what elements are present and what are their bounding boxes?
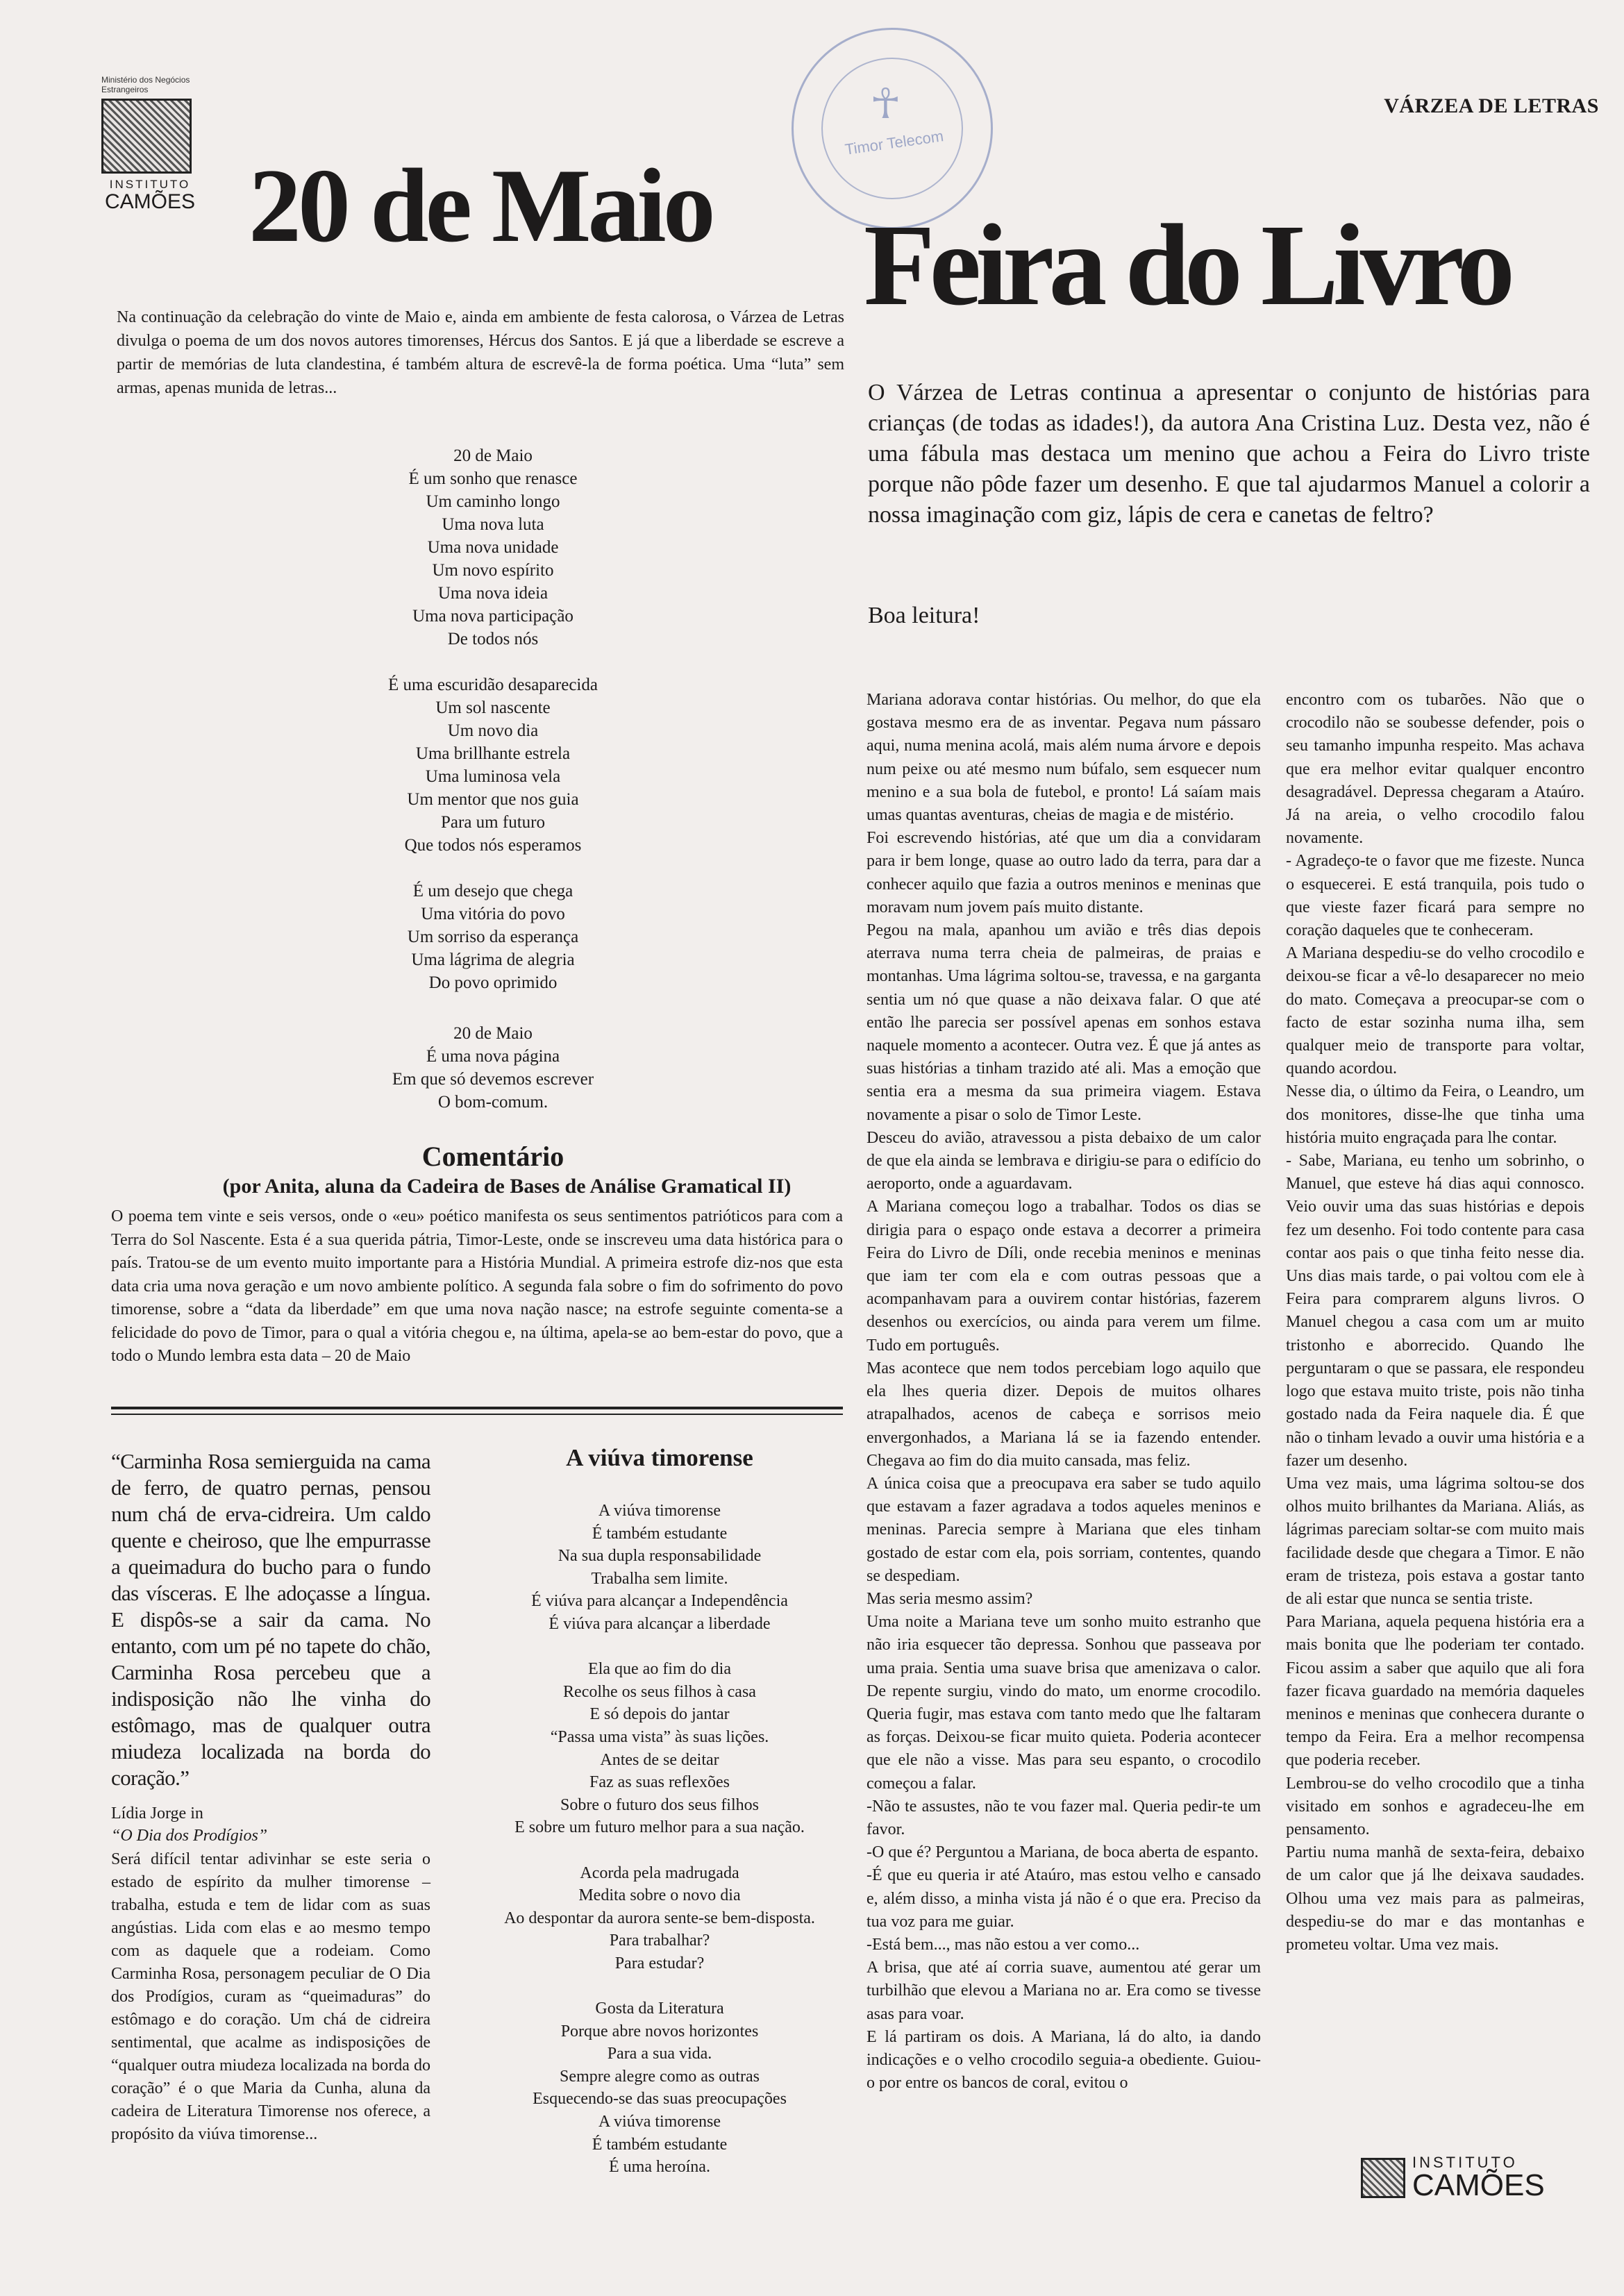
footer-institute-text: INSTITUTO [1412, 2154, 1518, 2171]
poem-line: Uma nova ideia [437, 584, 549, 603]
poem-line: Recolhe os seus filhos à casa [563, 1682, 756, 1701]
stanza-gap [458, 1636, 861, 1659]
poem-line: Uma nova luta [442, 515, 544, 534]
footer-name-text: CAMÕES [1412, 2168, 1545, 2202]
poem-line: É uma escuridão desaparecida [388, 676, 598, 694]
poem-line: 20 de Maio [453, 1024, 533, 1043]
poem-line: 20 de Maio [453, 446, 533, 465]
story-paragraph: Mas acontece que nem todos percebiam logo aquilo que ela lhes queria dizer. Depois de muitos olhares atrapalhados, acenos de cabeça e sorrisos meio envergonhados, a Mariana lá se ia fazendo entender. Chegava ao fim do dia muito cansada, mas feliz. [867, 1359, 1261, 1470]
poem-line: Ela que ao fim do dia [588, 1660, 731, 1679]
story-paragraph: Foi escrevendo histórias, até que um dia a convidaram para ir bem longe, quase ao outro lado da terra, para dar a conhecer aquilo que fazia a outros meninos e meninas que moravam num jovem país muito distante. [867, 829, 1261, 916]
poem-20-de-maio-final-stanza [292, 1022, 694, 1114]
poem-line: Uma nova unidade [427, 538, 559, 557]
section-label: VÁRZEA DE LETRAS [1384, 94, 1599, 117]
story-paragraph: -É que eu queria ir até Ataúro, mas estou velho e cansado e, além disso, a minha vista já não é o que era. Preciso da tua voz para me guiar. [867, 1866, 1261, 1931]
poem-line: Uma vitória do povo [421, 905, 565, 923]
stanza-gap [458, 1839, 861, 1862]
poem-line: Uma nova participação [412, 607, 574, 626]
logo-name-text: CAMÕES [104, 190, 196, 213]
poem-line: Trabalha sem limite. [591, 1569, 728, 1588]
story-paragraph: - Agradeço-te o favor que me fizeste. Nunca o esquecerei. E está tranquila, pois tudo o que vieste fazer ficará para sempre no coração daqueles que te conheceram. [1286, 852, 1584, 940]
stamp-text: Timor Telecom [844, 127, 945, 158]
quote-commentary: Será difícil tentar adivinhar se este seria o estado de espírito da mulher timorense – trabalha, estuda e tem de lidar com as suas angústias. Lida com elas e ao mesmo tempo com as daquele que a rodeiam. Como Carminha Rosa, personagem peculiar de O Dia dos Prodígios, curam as “queimaduras” do estômago e do coração. Um chá de cidreira sentimental, que acalme as indisposições de “qualquer outra miudeza localizada na borda do coração” é o que Maria da Cunha, aluna da cadeira de Literatura Timorense nos oferece, a propósito da viúva timorense... [111, 1850, 430, 2143]
poem-line: É viúva para alcançar a liberdade [549, 1614, 771, 1633]
poem-line: Para um futuro [441, 813, 545, 832]
ministry-label: Ministério dos Negócios Estrangeiros [101, 75, 190, 94]
poem-line: Uma brillhante estrela [415, 744, 571, 763]
viuva-poem [458, 1500, 861, 2179]
article2-title: Feira do Livro [864, 201, 1510, 330]
poem-line: “Passa uma vista” às suas lições. [550, 1727, 769, 1746]
story-paragraph: Lembrou-se do velho crocodilo que a tinha visitado em sonhos e agradeceu-lhe em pensamento. [1286, 1774, 1584, 1838]
logo-institute-text: INSTITUTO [109, 178, 191, 191]
poem-line: E só depois do jantar [589, 1705, 730, 1724]
footer-logo-text [1412, 2155, 1545, 2201]
story-paragraph: A brisa, que até aí corria suave, aumentou até gerar um turbilhão que elevou a Mariana no ar. Era como se tivesse asas para voar. [867, 1959, 1261, 2023]
poem-line: Para estudar? [614, 1954, 705, 1972]
poem-line: É um desejo que chega [412, 882, 574, 900]
comment-title: Comentário [421, 1141, 564, 1172]
poem-line: Um novo espírito [432, 561, 554, 580]
poem-line: Um caminho longo [426, 492, 560, 511]
story-paragraph: Pegou na mala, apanhou um avião e três dias depois aterrava numa terra cheia de palmeiras, de praias e montanhas. Uma lágrima soltou-se, travessa, e na garganta sentia um nó que quase a não deixava falar. O que até então lhe parecia ser possível apenas em sonhos estava naquele momento a acontecer. Outra vez. É que já antes as suas histórias a tinham trazido até ali. Mas a emoção que sentia era a mesma da sua primeira viagem. Estava novamente a pisar o solo de Timor Leste. [867, 921, 1261, 1124]
stanza-gap [458, 1975, 861, 1997]
poem-line: Uma lágrima de alegria [411, 950, 575, 969]
stamp-figures-icon: ☥ [870, 80, 901, 128]
poem-line: Que todos nós esperamos [404, 836, 582, 855]
poem-line: A viúva timorense [598, 1502, 721, 1520]
pull-quote: “Carminha Rosa semierguida na cama de ferro, de quatro pernas, pensou num chá de erva-cidreira. Um caldo quente e cheiroso, que lhe empurrasse a queimadura do bucho para o fundo das vísceras. E lhe adoçasse a língua. E dispôs-se a sair da cama. No entanto, com um pé no tapete do chão, Carminha Rosa percebeu que a indisposição não lhe vinha do estômago, mas de qualquer outra miudeza localizada na borda do coração.” [111, 1449, 430, 1790]
story-paragraph: Partiu numa manhã de sexta-feira, debaixo de um calor que já lhe deixava saudades. Olhou uma vez mais para as palmeiras, despediu-se do mar e das montanhas e prometeu voltar. Uma vez mais. [1286, 1843, 1584, 1954]
poem-line: Medita sobre o novo dia [578, 1886, 741, 1905]
story-paragraph: Uma vez mais, uma lágrima soltou-se dos olhos muito brilhantes da Mariana. Aliás, as lágrimas pareciam soltar-se com muito mais facilidade desde que chegara a Timor. E não eram de tristeza, pois estava a gostar tanto de ali estar que nunca se sentia triste. [1286, 1474, 1584, 1608]
camoes-emblem-icon [101, 99, 192, 174]
poem-line: Na sua dupla responsabilidade [558, 1547, 762, 1566]
story-paragraph: -Não te assustes, não te vou fazer mal. Queria pedir-te um favor. [867, 1797, 1261, 1838]
poem-20-de-maio [292, 444, 694, 994]
poem-line: Um novo dia [447, 721, 539, 740]
poem-line: Uma luminosa vela [425, 767, 561, 786]
poem-line: Para trabalhar? [609, 1932, 710, 1950]
poem-line: Um sol nascente [435, 698, 551, 717]
poem-line: De todos nós [447, 630, 539, 648]
poem-line: É uma heroína. [609, 2158, 710, 2177]
story-paragraph: Uma noite a Mariana teve um sonho muito estranho que não iria esquecer tão depressa. Sonhou que passeava por uma praia. Sentia uma suave brisa que amenizava o calor. De repente surgiu, vindo do mato, um enorme crocodilo. Queria fugir, mas estava com tanto medo que lhe faltaram as forças. Deixou-se ficar muito quieta. Poderia acontecer que ele não a visse. Mas para seu espanto, o crocodilo começou a falar. [867, 1613, 1261, 1793]
quote-attribution [111, 1802, 430, 1847]
comment-author: (por Anita, aluna da Cadeira de Bases de Análise Gramatical II) [222, 1175, 792, 1198]
story-paragraph: A Mariana começou logo a trabalhar. Todos os dias se dirigia para o espaço onde estava a decorrer a primeira Feira do Livro de Díli, onde recebia meninos e meninas que iam ter com ela e com outras pessoas que a acompanhavam para a ouvirem contar histórias, fazerem desenhos ou exercícios, ou ainda para verem um filme. Tudo em português. [867, 1198, 1261, 1355]
story-paragraph: Para Mariana, aquela pequena história era a mais bonita que lhe poderiam ter contado. Ficou assim a saber que aquilo que ali fora fazer ficava guardado na memória daqueles meninos e meninas que conhecera durante o tempo da Feira. Era a melhor recompensa que poderia receber. [1286, 1613, 1584, 1770]
timor-telecom-stamp [792, 28, 993, 229]
story-paragraph: - Sabe, Mariana, eu tenho um sobrinho, o Manuel, que esteve há dias aqui connosco. Veio ouvir uma das suas histórias e depois fez um desenho. Foi todo contente para casa contar aos pais o que tinha feito nesse dia. Uns dias mais tarde, o pai voltou com ele à Feira para comprarem alguns livros. O Manuel chegou a casa com um ar muito tristonho e aborrecido. Quando lhe perguntaram o que se passara, ele respondeu logo que estava muito triste, pois não tinha gostado nada da Feira naquele dia. É que não o tinham levado a ouvir uma história e a fazer um desenho. [1286, 1152, 1584, 1470]
story-paragraph: -Está bem..., mas não estou a ver como... [867, 1935, 1140, 1954]
poem-line: Em que só devemos escrever [392, 1070, 594, 1089]
instituto-camoes-logo [101, 75, 199, 212]
quote-author: Lídia Jorge in [111, 1804, 203, 1822]
comment-body: O poema tem vinte e seis versos, onde o «eu» poético manifesta os seus sentimentos patrióticos para com a Terra do Sol Nascente. Esta é a sua querida pátria, Timor-Leste, onde se inscreveu uma data histórica para o país. Tratou-se de um evento muito importante para a História Mundial. A primeira estrofe diz-nos que esta data cria uma nova geração e um novo ambiente político. A segunda fala sobre o fim do sofrimento do povo timorense, sobre a “data da liberdade” em que uma nova nação nasce; na estrofe seguinte comenta-se a felicidade do povo de Timor, para o qual a vitória chegou e, na última, apela-se ao bem-estar do povo, que a todo o Mundo lembra esta data – 20 de Maio [111, 1207, 843, 1365]
poem-line: É uma nova página [426, 1047, 560, 1066]
stanza-gap [292, 857, 694, 880]
poem-line: Um sorriso da esperança [407, 928, 579, 946]
poem-line: Ao despontar da aurora sente-se bem-disposta. [504, 1909, 815, 1927]
poem-line: Faz as suas reflexões [589, 1773, 730, 1792]
story-paragraph: -O que é? Perguntou a Mariana, de boca aberta de espanto. [867, 1843, 1259, 1862]
story-paragraph: Desceu do avião, atravessou a pista debaixo de um calor de que ela ainda se lembrava e dirigiu-se para o edifício do aeroporto, onde a aguardavam. [867, 1128, 1261, 1193]
story-paragraph: A única coisa que a preocupava era saber se tudo aquilo que estavam a fazer agradava a todos aqueles meninos e meninas. Parecia sempre à Mariana que eles tinham gostado de estar com ela, pois sorriam, contentes, quando se despediam. [867, 1474, 1261, 1585]
poem-line: A viúva timorense [598, 2113, 721, 2131]
story-column-2 [1286, 689, 1584, 1956]
story-column-1 [867, 689, 1261, 2095]
article1-intro: Na continuação da celebração do vinte de Maio e, ainda em ambiente de festa calorosa, o Várzea de Letras divulga o poema de um dos novos autores timorenses, Hércus dos Santos. E já que a liberdade se escreve a partir de memórias de luta clandestina, é também altura de escrevê-la de forma poética. Uma “luta” sem armas, apenas munida de letras... [117, 308, 844, 397]
poem-line: É também estudante [592, 1524, 728, 1543]
section-divider-thick [111, 1407, 843, 1409]
poem-line: O bom-comum. [437, 1093, 549, 1112]
poem-line: Antes de se deitar [600, 1750, 719, 1769]
story-paragraph: encontro com os tubarões. Não que o crocodilo não se soubesse defender, pois o seu tamanho impunha respeito. Mas achava que era melhor evitar qualquer encontro desagradável. Depressa chegaram a Ataúro. Já na areia, o velho crocodilo falou novamente. [1286, 691, 1584, 848]
poem-line: Porque abre novos horizontes [560, 2022, 759, 2041]
section-divider-thin [111, 1414, 843, 1415]
poem-line: Esquecendo-se das suas preocupações [533, 2090, 787, 2109]
poem-line: Do povo oprimido [428, 973, 558, 992]
story-paragraph: A Mariana despediu-se do velho crocodilo e deixou-se ficar a vê-lo desaparecer no meio do mato. Começava a preocupar-se com o facto de estar sozinha numa ilha, sem qualquer meio de transporte para voltar, quando acordou. [1286, 944, 1584, 1078]
poem-line: É também estudante [592, 2135, 728, 2154]
story-paragraph: Mariana adorava contar histórias. Ou melhor, do que ela gostava mesmo era de as inventar. Pegava num pássaro aqui, numa menina acolá, mais além numa árvore e depois num peixe ou até mesmo num búfalo, sem esquecer num menino e a sua bola de futebol, e pronto! Lá saíam mais umas quantas aventuras, cheias de magia e de mistério. [867, 691, 1261, 825]
poem-line: É viúva para alcançar a Independência [531, 1592, 788, 1611]
article2-greeting: Boa leitura! [868, 603, 980, 628]
poem-line: Gosta da Literatura [595, 2000, 724, 2018]
story-paragraph: Nesse dia, o último da Feira, o Leandro, um dos monitores, disse-lhe que tinha uma história muito engraçada para lhe contar. [1286, 1082, 1584, 1147]
article2-intro: O Várzea de Letras continua a apresentar o conjunto de histórias para crianças (de todas as idades!), da autora Ana Cristina Luz. Desta vez, não é uma fábula mas destaca um menino que achou a Feira do Livro triste porque não pôde fazer um desenho. E que tal ajudarmos Manuel a colorir a nossa imaginação com giz, lápis de cera e canetas de feltro? [868, 380, 1590, 528]
article1-title: 20 de Maio [249, 147, 712, 264]
footer-camoes-logo [1361, 2155, 1545, 2201]
poem-line: E sobre um futuro melhor para a sua nação. [514, 1818, 805, 1837]
footer-emblem-icon [1361, 2158, 1405, 2198]
story-paragraph: Mas seria mesmo assim? [867, 1589, 1033, 1608]
story-paragraph: E lá partiram os dois. A Mariana, lá do alto, ia dando indicações e o velho crocodilo seguia-a obediente. Guiou-o por entre os bancos de coral, evitou o [867, 2027, 1261, 2093]
poem-line: Acorda pela madrugada [580, 1863, 739, 1882]
poem-line: Um mentor que nos guia [407, 790, 579, 809]
poem-line: Sobre o futuro dos seus filhos [560, 1795, 759, 1814]
poem-line: Sempre alegre como as outras [560, 2067, 760, 2086]
quote-book-title: “O Dia dos Prodígios” [111, 1827, 268, 1845]
poem-line: É um sonho que renasce [408, 469, 578, 488]
viuva-title: A viúva timorense [566, 1444, 753, 1471]
poem-line: Para a sua vida. [607, 2045, 712, 2063]
stanza-gap [292, 651, 694, 673]
